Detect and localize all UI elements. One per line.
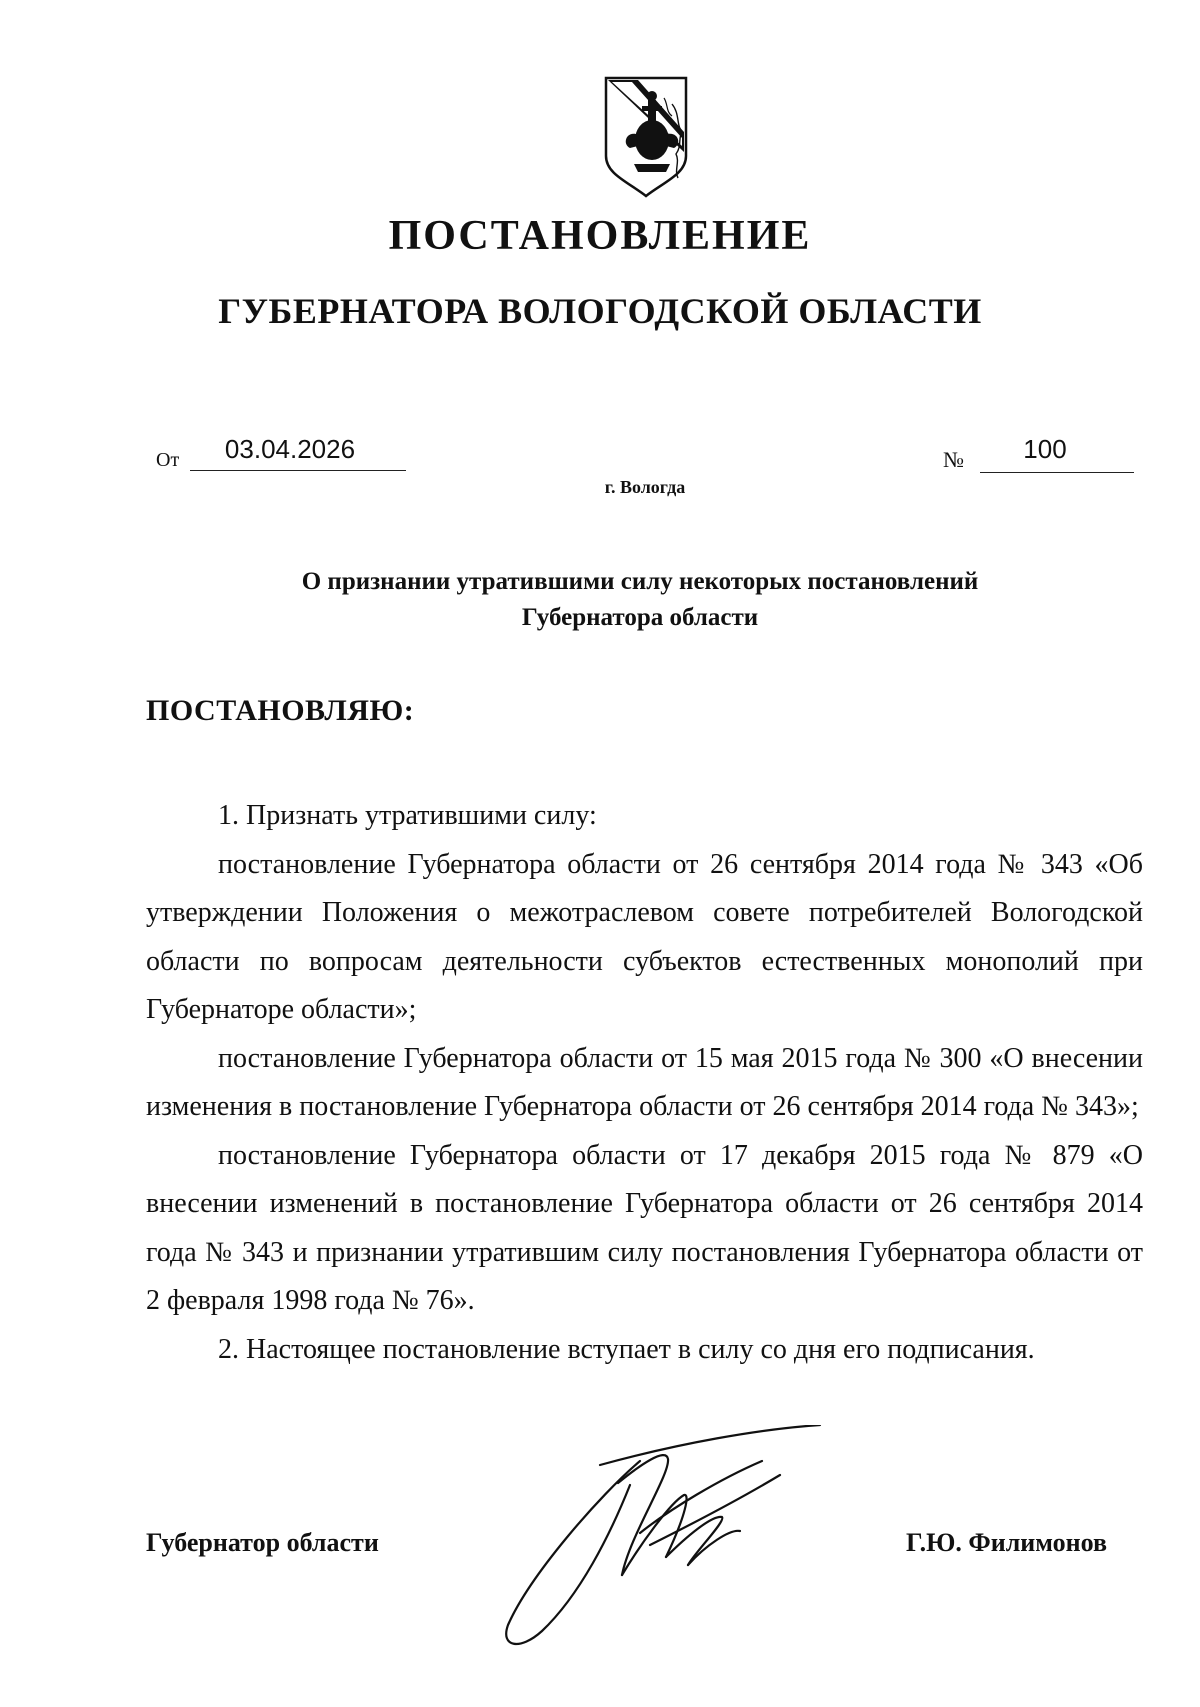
body-paragraph-2: постановление Губернатора области от 26 сентября 2014 года № 343 «Об утверждении Положения о межотраслевом совете потребителей Вологодской области по вопросам деятельности субъектов естественных монополий при Губернаторе области»; (146, 848, 1143, 1025)
handwritten-signature (490, 1425, 830, 1655)
coat-of-arms-icon (602, 74, 690, 198)
document-type-heading: ПОСТАНОВЛЕНИЕ (388, 213, 812, 259)
body-paragraph-5: 2. Настоящее постановление вступает в силу со дня его подписания. (218, 1333, 1035, 1365)
subject-line-1: О признании утратившими силу некоторых постановлений (301, 568, 979, 595)
subject-line-2: Губернатора области (521, 604, 759, 631)
issuer-heading: ГУБЕРНАТОРА ВОЛОГОДСКОЙ ОБЛАСТИ (218, 291, 982, 331)
body-paragraph-3: постановление Губернатора области от 15 мая 2015 года № 300 «О внесении изменения в постановление Губернатора области от 26 сентября 2014 года № 343»; (146, 1042, 1143, 1122)
decree-heading: ПОСТАНОВЛЯЮ: (146, 694, 415, 727)
document-body (146, 792, 1143, 1374)
body-paragraph-4: постановление Губернатора области от 17 декабря 2015 года № 879 «О внесении изменений в постановление Губернатора области от 26 сентября 2014 года № 343 и признании утратившим силу постановления Губернатора области от 2 февраля 1998 года № 76». (146, 1139, 1143, 1316)
city-label: г. Вологда (604, 477, 686, 497)
date-underline (190, 470, 406, 471)
body-paragraph-1: 1. Признать утратившими силу: (218, 800, 597, 831)
number-label: № (943, 447, 964, 472)
document-subject (0, 564, 1200, 636)
date-label: От (156, 449, 180, 471)
signatory-role: Губернатор области (146, 1528, 379, 1557)
number-underline (980, 472, 1134, 473)
date-value: 03.04.2026 (224, 434, 356, 464)
number-value: 100 (1023, 434, 1067, 464)
signatory-name: Г.Ю. Филимонов (906, 1528, 1108, 1557)
